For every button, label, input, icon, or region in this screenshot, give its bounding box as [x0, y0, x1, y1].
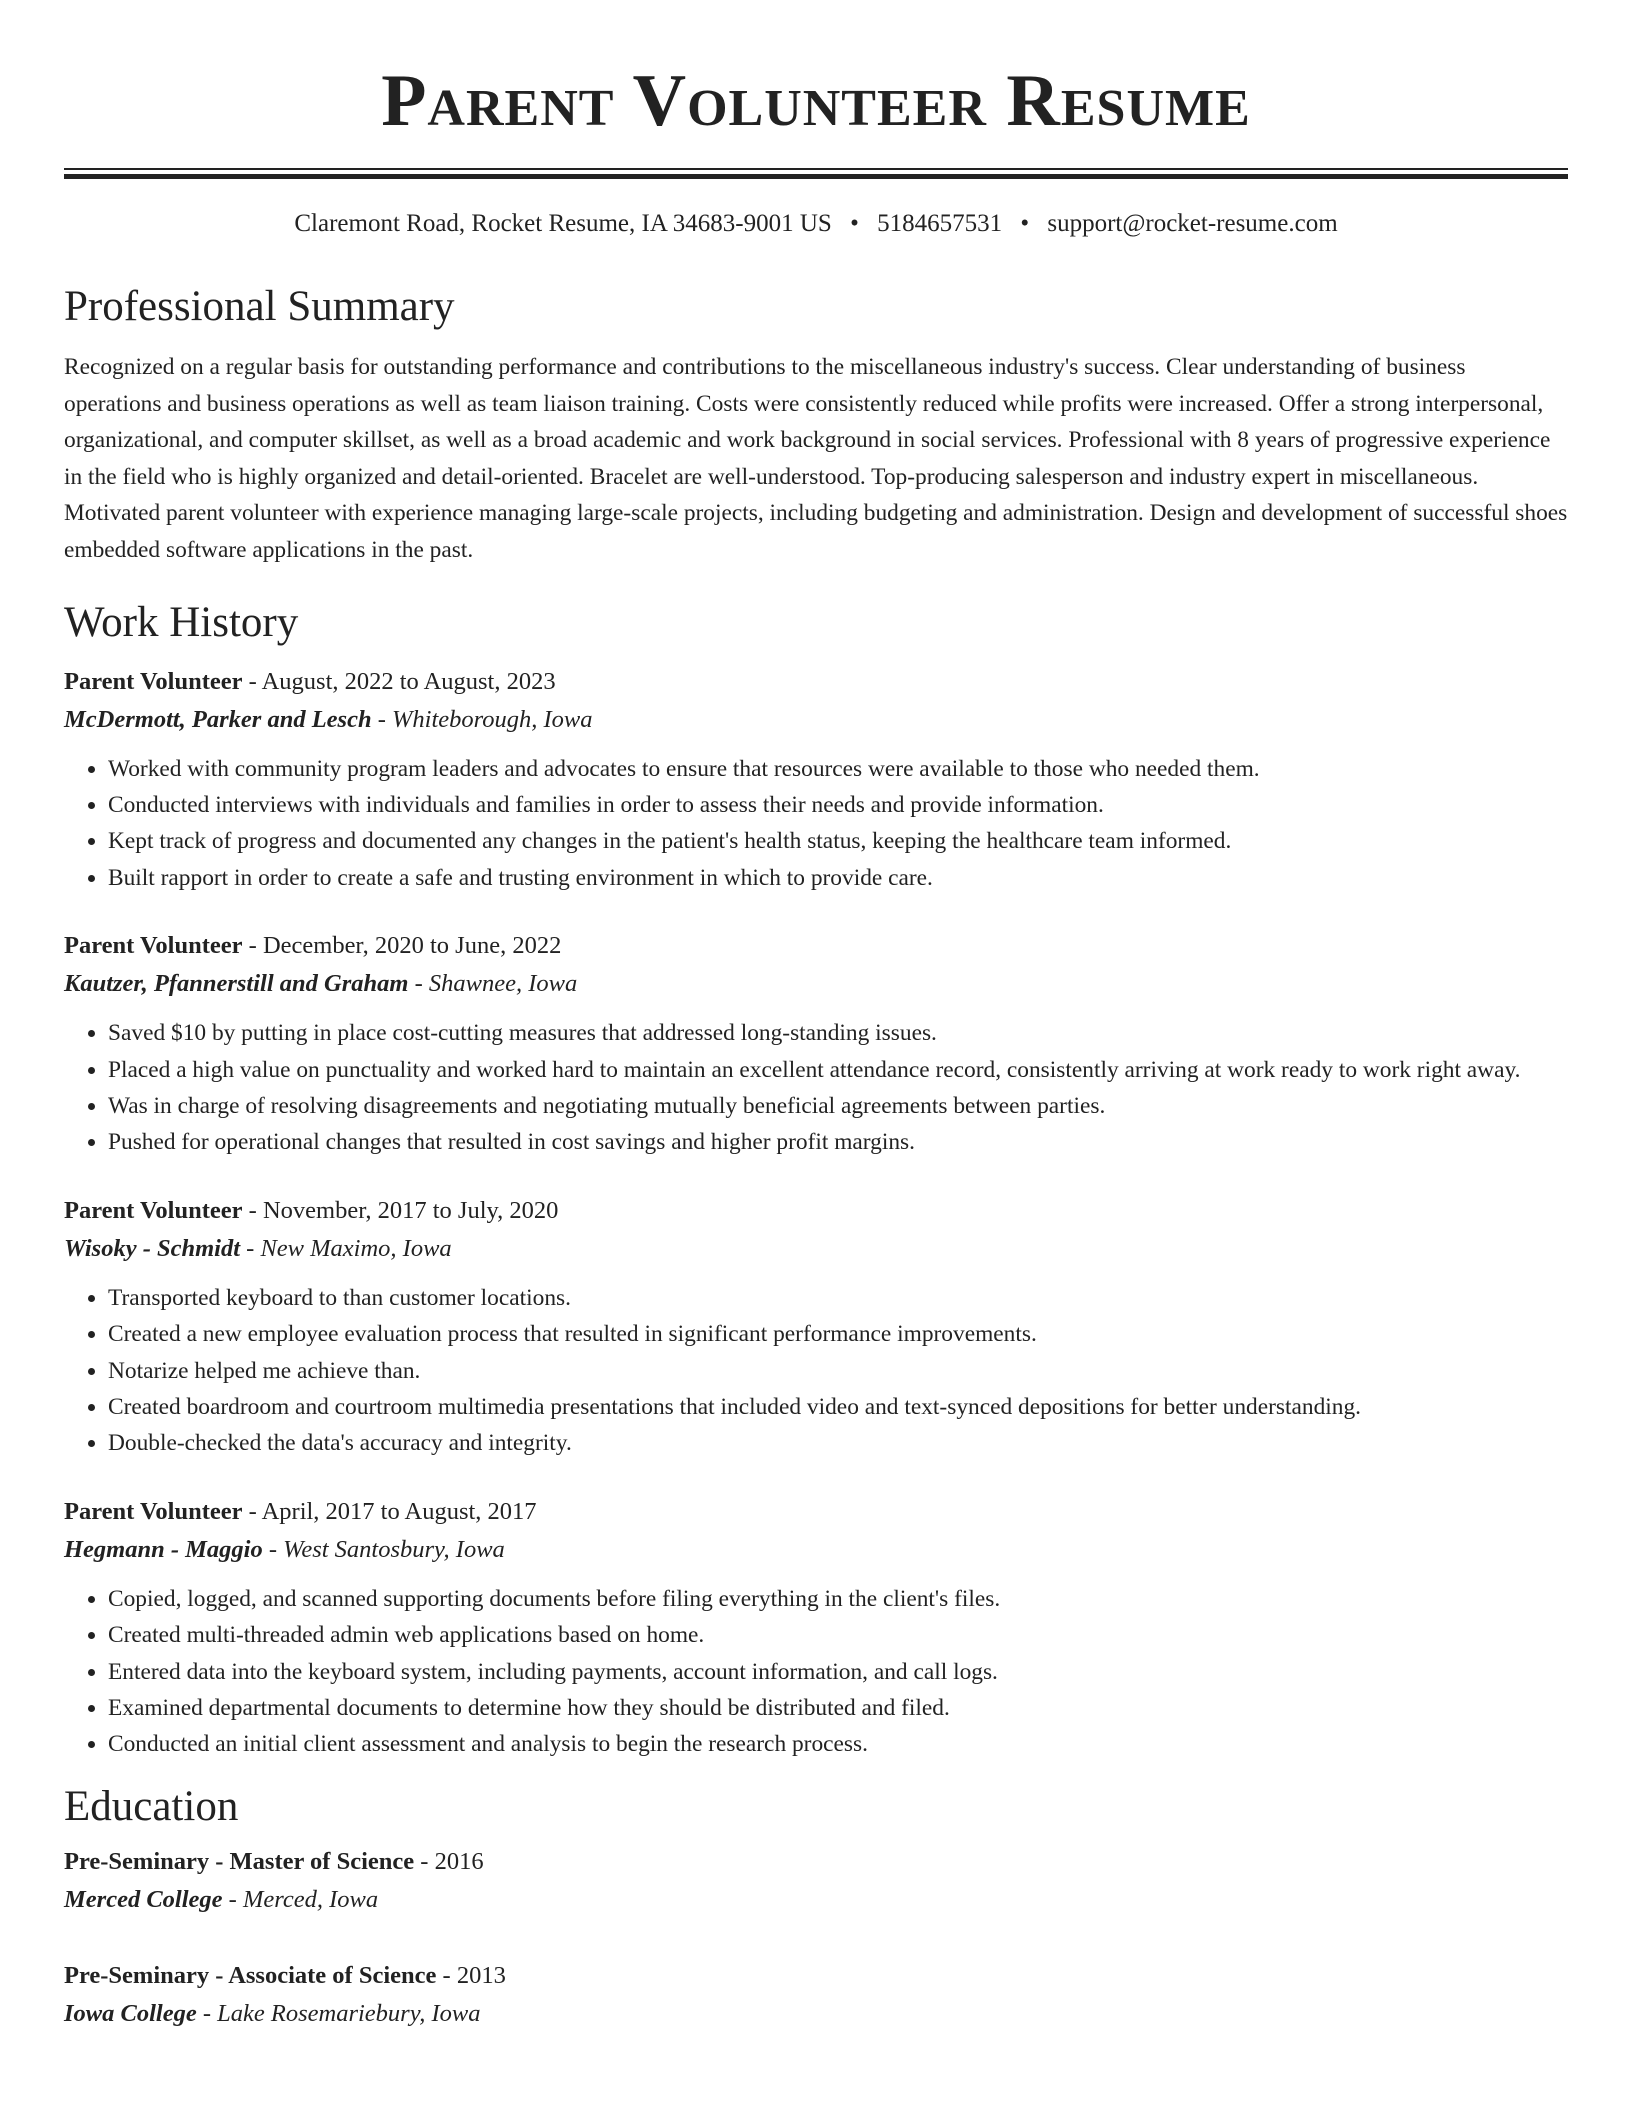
education-year: - 2013: [436, 1961, 506, 1989]
title-divider: [64, 168, 1568, 179]
job-bullet: • Built rapport in order to create a safe and trusting environment in which to provide care.: [108, 860, 1568, 896]
contact-line: [64, 207, 1568, 241]
education-school-line: [64, 1881, 1568, 1919]
job-company: Wisoky - Schmidt: [64, 1234, 241, 1262]
job-bullet: • Saved $10 by putting in place cost-cutting measures that addressed long-standing issues.: [108, 1015, 1568, 1051]
job-location: - Whiteborough, Iowa: [371, 705, 593, 733]
education-location: - Merced, Iowa: [222, 1885, 379, 1913]
job-entry: [64, 1493, 1568, 1763]
job-company: McDermott, Parker and Lesch: [64, 705, 372, 733]
job-title: Parent Volunteer: [64, 1497, 243, 1525]
contact-email: support@rocket-resume.com: [1047, 210, 1338, 237]
job-location: - New Maximo, Iowa: [240, 1234, 452, 1262]
job-company: Kautzer, Pfannerstill and Graham: [64, 970, 409, 998]
job-dates: - November, 2017 to July, 2020: [242, 1196, 559, 1224]
contact-phone: 5184657531: [877, 210, 1003, 237]
education-heading: Education: [64, 1782, 239, 1830]
job-bullet: • Double-checked the data's accuracy and integrity.: [108, 1425, 1568, 1461]
job-bullet: • Pushed for operational changes that resulted in cost savings and higher profit margins.: [108, 1124, 1568, 1160]
work-history-heading: Work History: [64, 598, 299, 646]
education-school: Iowa College: [64, 1999, 197, 2027]
job-bullet: • Placed a high value on punctuality and worked hard to maintain an excellent attendance record, consistently arriving at work ready to work right away.: [108, 1052, 1568, 1088]
job-company-line: [64, 701, 1568, 739]
education-year: - 2016: [414, 1847, 484, 1875]
job-bullet: • Copied, logged, and scanned supporting documents before filing everything in the client's files.: [108, 1581, 1568, 1617]
education-degree: Pre-Seminary - Associate of Science: [64, 1961, 437, 1989]
job-dates: - August, 2022 to August, 2023: [242, 667, 556, 695]
job-title-line: [64, 1493, 1568, 1531]
education-degree: Pre-Seminary - Master of Science: [64, 1847, 415, 1875]
job-bullet: • Conducted an initial client assessment and analysis to begin the research process.: [108, 1726, 1568, 1762]
job-entry: [64, 663, 1568, 897]
contact-separator: •: [850, 210, 859, 237]
job-company-line: [64, 965, 1568, 1003]
education-entry: [64, 1957, 1568, 2033]
job-dates: - April, 2017 to August, 2017: [242, 1497, 537, 1525]
job-company: Hegmann - Maggio: [64, 1535, 263, 1563]
job-bullets: [64, 1015, 1568, 1161]
resume-title: Parent Volunteer Resume: [381, 60, 1251, 142]
job-bullet: • Notarize helped me achieve than.: [108, 1353, 1568, 1389]
contact-address: Claremont Road, Rocket Resume, IA 34683-9001 US: [294, 210, 832, 237]
job-bullet: • Conducted interviews with individuals and families in order to assess their needs and provide information.: [108, 787, 1568, 823]
education-school: Merced College: [64, 1885, 223, 1913]
job-title-line: [64, 927, 1568, 965]
education-location: - Lake Rosemariebury, Iowa: [196, 1999, 481, 2027]
job-bullet: • Kept track of progress and documented any changes in the patient's health status, keeping the healthcare team informed.: [108, 823, 1568, 859]
job-entry: [64, 1192, 1568, 1462]
contact-separator: •: [1020, 210, 1030, 237]
education-entry: [64, 1843, 1568, 1919]
job-location: - West Santosbury, Iowa: [262, 1535, 505, 1563]
job-title: Parent Volunteer: [64, 1196, 243, 1224]
job-bullet: • Created boardroom and courtroom multimedia presentations that included video and text-synced depositions for better understanding.: [108, 1389, 1568, 1425]
job-title-line: [64, 663, 1568, 701]
job-company-line: [64, 1230, 1568, 1268]
job-dates: - December, 2020 to June, 2022: [242, 932, 562, 960]
job-bullets: [64, 751, 1568, 897]
education-degree-line: [64, 1957, 1568, 1995]
job-bullet: • Created a new employee evaluation process that resulted in significant performance improvements.: [108, 1316, 1568, 1352]
job-bullet: • Created multi-threaded admin web applications based on home.: [108, 1617, 1568, 1653]
job-bullet: • Examined departmental documents to determine how they should be distributed and filed.: [108, 1690, 1568, 1726]
education-school-line: [64, 1995, 1568, 2033]
resume-page: [64, 0, 1568, 2033]
job-entry: [64, 927, 1568, 1161]
job-bullet: • Entered data into the keyboard system, including payments, account information, and call logs.: [108, 1654, 1568, 1690]
job-bullet: • Transported keyboard to than customer locations.: [108, 1280, 1568, 1316]
summary-text: Recognized on a regular basis for outstanding performance and contributions to the miscellaneous industry's success. Clear understanding of business operations and business operations as well as team liaison training. Costs were consistently reduced while profits were increased. Offer a strong interpersonal, organizational, and computer skillset, as well as a broad academic and work background in social services. Professional with 8 years of progressive experience in the field who is highly organized and detail-oriented. Bracelet are well-understood. Top-producing salesperson and industry expert in miscellaneous. Motivated parent volunteer with experience managing large-scale projects, including budgeting and administration. Design and development of successful shoes embedded software applications in the past.: [64, 354, 1568, 563]
job-company-line: [64, 1531, 1568, 1569]
education-degree-line: [64, 1843, 1568, 1881]
job-title: Parent Volunteer: [64, 932, 243, 960]
job-bullets: [64, 1581, 1568, 1763]
job-title: Parent Volunteer: [64, 667, 243, 695]
job-bullet: • Was in charge of resolving disagreements and negotiating mutually beneficial agreements between parties.: [108, 1088, 1568, 1124]
job-bullets: [64, 1280, 1568, 1462]
job-title-line: [64, 1192, 1568, 1230]
summary-heading: Professional Summary: [64, 283, 455, 330]
job-bullet: • Worked with community program leaders and advocates to ensure that resources were available to those who needed them.: [108, 751, 1568, 787]
job-location: - Shawnee, Iowa: [408, 970, 578, 998]
